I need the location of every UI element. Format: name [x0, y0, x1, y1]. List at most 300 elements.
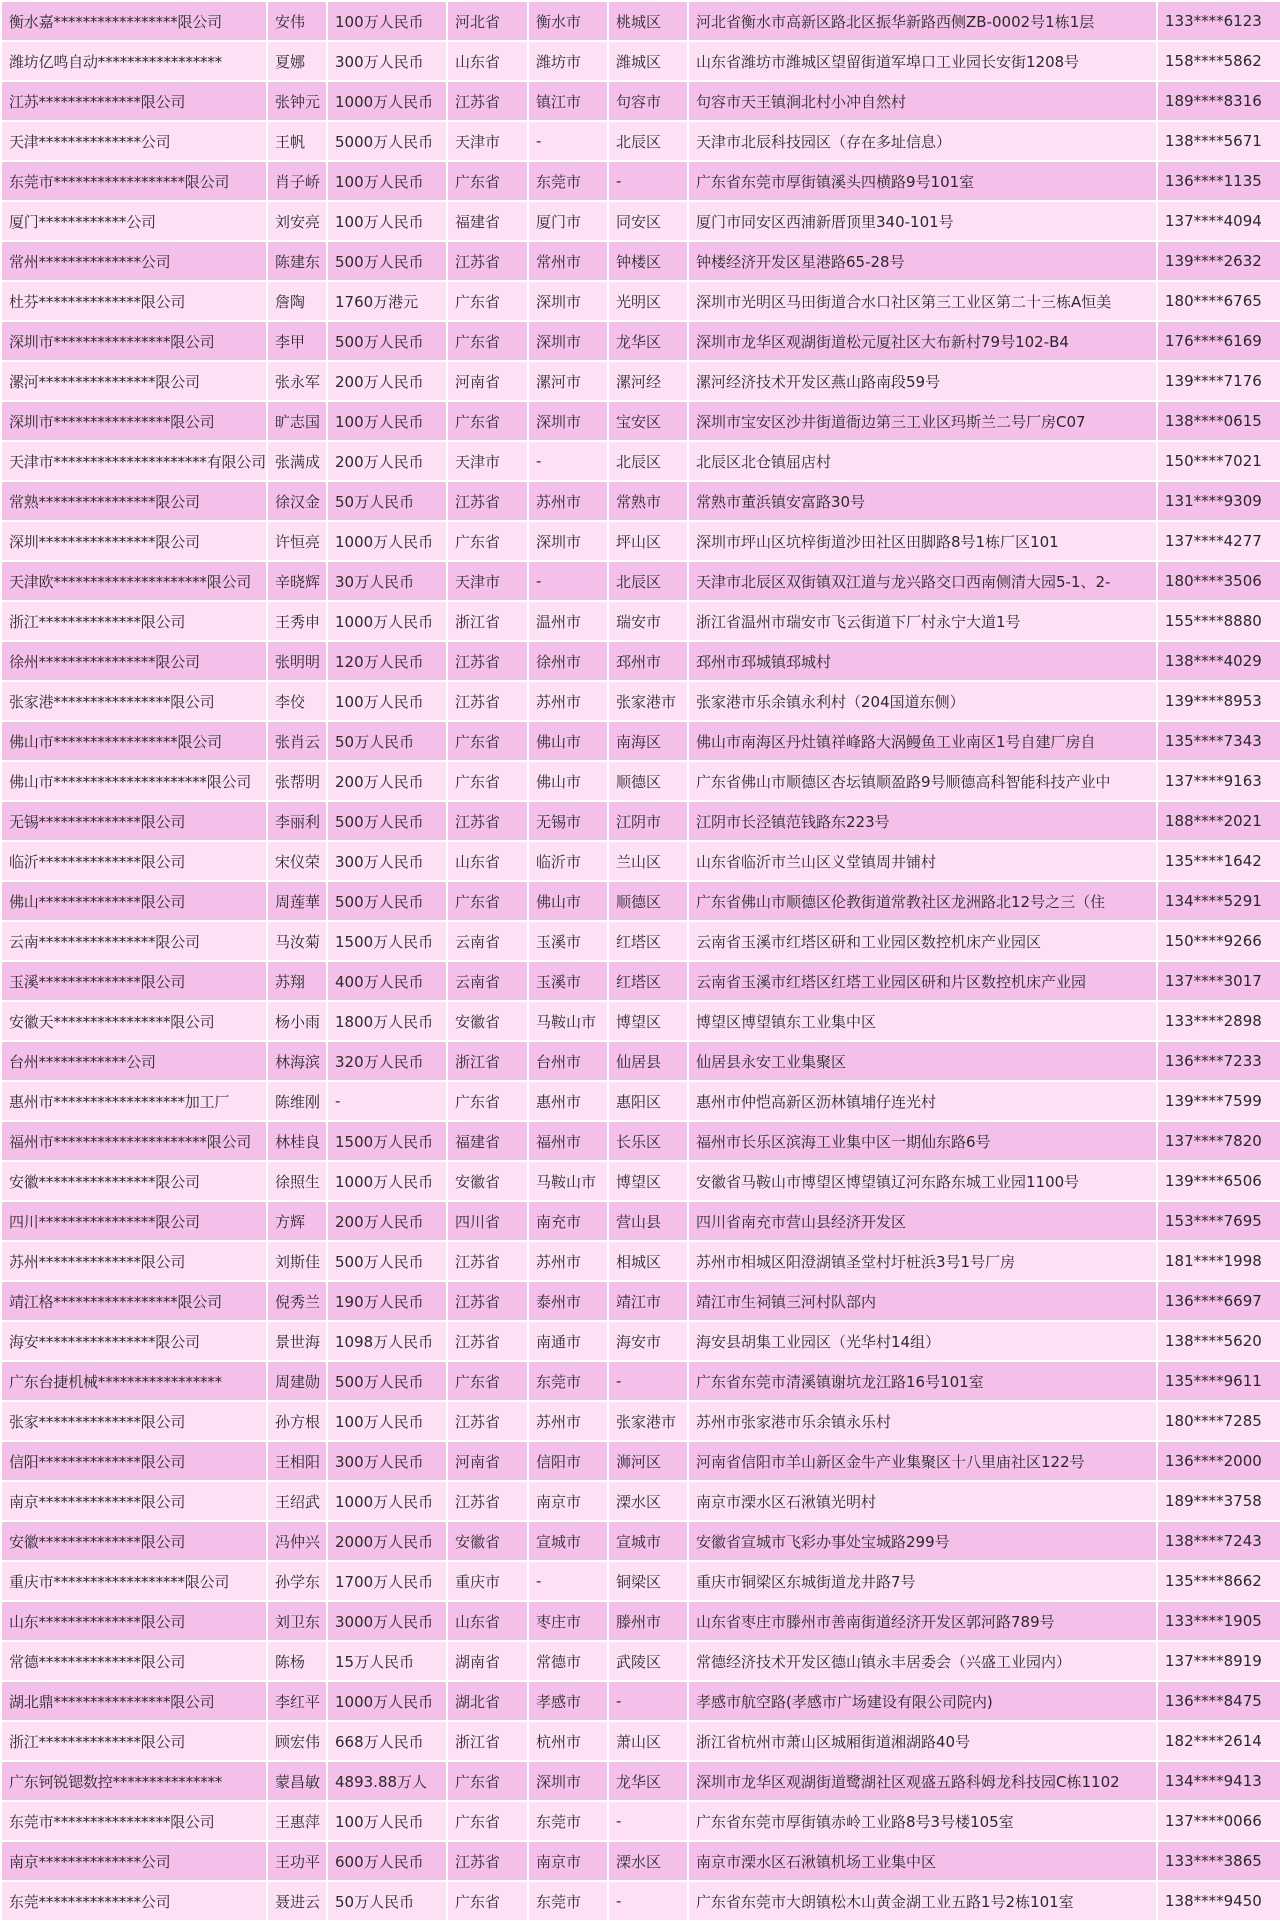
address-cell: 云南省玉溪市红塔区研和工业园区数控机床产业园区 — [689, 922, 1156, 960]
capital-cell: 200万人民币 — [328, 442, 446, 480]
city-cell: 南京市 — [529, 1482, 607, 1520]
city-cell: 宣城市 — [529, 1522, 607, 1560]
district-cell: - — [609, 1882, 687, 1920]
capital-cell: 100万人民币 — [328, 2, 446, 40]
contact-cell: 王秀申 — [268, 602, 326, 640]
city-cell: 苏州市 — [529, 1402, 607, 1440]
company-cell: 东莞**************公司 — [2, 1882, 266, 1920]
table-row — [2, 922, 1280, 960]
capital-cell: 1000万人民币 — [328, 1482, 446, 1520]
province-cell: 浙江省 — [448, 1042, 527, 1080]
address-cell: 厦门市同安区西浦新厝顶里340-101号 — [689, 202, 1156, 240]
contact-cell: 聂进云 — [268, 1882, 326, 1920]
phone-cell: 137****4277 — [1158, 522, 1280, 560]
province-cell: 河南省 — [448, 362, 527, 400]
phone-cell: 136****2000 — [1158, 1442, 1280, 1480]
table-row — [2, 402, 1280, 440]
phone-cell: 139****2632 — [1158, 242, 1280, 280]
city-cell: 漯河市 — [529, 362, 607, 400]
company-cell: 浙江**************限公司 — [2, 1722, 266, 1760]
phone-cell: 138****4029 — [1158, 642, 1280, 680]
capital-cell: 400万人民币 — [328, 962, 446, 1000]
district-cell: 瑞安市 — [609, 602, 687, 640]
address-cell: 浙江省杭州市萧山区城厢街道湘湖路40号 — [689, 1722, 1156, 1760]
capital-cell: 300万人民币 — [328, 42, 446, 80]
company-cell: 佛山市*********************限公司 — [2, 762, 266, 800]
company-cell: 安徽天****************限公司 — [2, 1002, 266, 1040]
contact-cell: 李甲 — [268, 322, 326, 360]
city-cell: 深圳市 — [529, 522, 607, 560]
province-cell: 广东省 — [448, 1882, 527, 1920]
company-cell: 台州************公司 — [2, 1042, 266, 1080]
province-cell: 江苏省 — [448, 682, 527, 720]
contact-cell: 周建勋 — [268, 1362, 326, 1400]
city-cell: 杭州市 — [529, 1722, 607, 1760]
city-cell: - — [529, 122, 607, 160]
province-cell: 广东省 — [448, 1362, 527, 1400]
province-cell: 广东省 — [448, 722, 527, 760]
district-cell: - — [609, 162, 687, 200]
table-row — [2, 1202, 1280, 1240]
city-cell: 东莞市 — [529, 1362, 607, 1400]
province-cell: 山东省 — [448, 42, 527, 80]
city-cell: 深圳市 — [529, 402, 607, 440]
province-cell: 江苏省 — [448, 1282, 527, 1320]
contact-cell: 詹陶 — [268, 282, 326, 320]
district-cell: 宝安区 — [609, 402, 687, 440]
city-cell: 马鞍山市 — [529, 1162, 607, 1200]
capital-cell: 1000万人民币 — [328, 1682, 446, 1720]
table-row — [2, 122, 1280, 160]
district-cell: 博望区 — [609, 1162, 687, 1200]
district-cell: 长乐区 — [609, 1122, 687, 1160]
district-cell: 龙华区 — [609, 1762, 687, 1800]
province-cell: 云南省 — [448, 962, 527, 1000]
company-cell: 玉溪**************限公司 — [2, 962, 266, 1000]
capital-cell: 1700万人民币 — [328, 1562, 446, 1600]
phone-cell: 150****7021 — [1158, 442, 1280, 480]
capital-cell: 30万人民币 — [328, 562, 446, 600]
district-cell: 营山县 — [609, 1202, 687, 1240]
capital-cell: - — [328, 1082, 446, 1120]
province-cell: 湖南省 — [448, 1642, 527, 1680]
district-cell: 光明区 — [609, 282, 687, 320]
district-cell: 江阴市 — [609, 802, 687, 840]
address-cell: 广东省东莞市厚街镇溪头四横路9号101室 — [689, 162, 1156, 200]
province-cell: 云南省 — [448, 922, 527, 960]
contact-cell: 周莲華 — [268, 882, 326, 920]
capital-cell: 100万人民币 — [328, 1802, 446, 1840]
phone-cell: 138****5671 — [1158, 122, 1280, 160]
capital-cell: 500万人民币 — [328, 242, 446, 280]
city-cell: 苏州市 — [529, 482, 607, 520]
table-row — [2, 1562, 1280, 1600]
province-cell: 江苏省 — [448, 482, 527, 520]
province-cell: 广东省 — [448, 282, 527, 320]
capital-cell: 5000万人民币 — [328, 122, 446, 160]
capital-cell: 320万人民币 — [328, 1042, 446, 1080]
capital-cell: 1800万人民币 — [328, 1002, 446, 1040]
contact-cell: 王相阳 — [268, 1442, 326, 1480]
district-cell: 滕州市 — [609, 1602, 687, 1640]
table-row — [2, 1082, 1280, 1120]
table-row — [2, 722, 1280, 760]
contact-cell: 陈维刚 — [268, 1082, 326, 1120]
city-cell: 苏州市 — [529, 682, 607, 720]
table-row — [2, 242, 1280, 280]
company-cell: 潍坊亿鸣自动***************** — [2, 42, 266, 80]
company-cell: 湖北鼎****************限公司 — [2, 1682, 266, 1720]
phone-cell: 133****3865 — [1158, 1842, 1280, 1880]
capital-cell: 100万人民币 — [328, 202, 446, 240]
contact-cell: 张钟元 — [268, 82, 326, 120]
province-cell: 山东省 — [448, 842, 527, 880]
address-cell: 河南省信阳市羊山新区金牛产业集聚区十八里庙社区122号 — [689, 1442, 1156, 1480]
phone-cell: 189****3758 — [1158, 1482, 1280, 1520]
contact-cell: 杨小雨 — [268, 1002, 326, 1040]
company-cell: 临沂**************限公司 — [2, 842, 266, 880]
city-cell: 佛山市 — [529, 722, 607, 760]
province-cell: 江苏省 — [448, 1402, 527, 1440]
contact-cell: 王绍武 — [268, 1482, 326, 1520]
address-cell: 深圳市宝安区沙井街道衙边第三工业区玛斯兰二号厂房C07 — [689, 402, 1156, 440]
district-cell: 同安区 — [609, 202, 687, 240]
city-cell: 温州市 — [529, 602, 607, 640]
address-cell: 苏州市相城区阳澄湖镇圣堂村圩桩浜3号1号厂房 — [689, 1242, 1156, 1280]
city-cell: 玉溪市 — [529, 962, 607, 1000]
table-row — [2, 1442, 1280, 1480]
phone-cell: 135****9611 — [1158, 1362, 1280, 1400]
address-cell: 广东省东莞市大朗镇松木山黄金湖工业五路1号2栋101室 — [689, 1882, 1156, 1920]
company-cell: 安徽****************限公司 — [2, 1162, 266, 1200]
province-cell: 重庆市 — [448, 1562, 527, 1600]
table-row — [2, 682, 1280, 720]
company-cell: 深圳****************限公司 — [2, 522, 266, 560]
province-cell: 江苏省 — [448, 82, 527, 120]
city-cell: 常州市 — [529, 242, 607, 280]
phone-cell: 137****8919 — [1158, 1642, 1280, 1680]
contact-cell: 顾宏伟 — [268, 1722, 326, 1760]
capital-cell: 100万人民币 — [328, 1402, 446, 1440]
capital-cell: 500万人民币 — [328, 882, 446, 920]
address-cell: 钟楼经济开发区星港路65-28号 — [689, 242, 1156, 280]
company-cell: 天津欧*********************限公司 — [2, 562, 266, 600]
city-cell: 泰州市 — [529, 1282, 607, 1320]
phone-cell: 133****6123 — [1158, 2, 1280, 40]
company-cell: 浙江**************限公司 — [2, 602, 266, 640]
company-cell: 常德**************限公司 — [2, 1642, 266, 1680]
city-cell: 常德市 — [529, 1642, 607, 1680]
city-cell: 临沂市 — [529, 842, 607, 880]
city-cell: 南通市 — [529, 1322, 607, 1360]
district-cell: 邳州市 — [609, 642, 687, 680]
table-row — [2, 1042, 1280, 1080]
address-cell: 博望区博望镇东工业集中区 — [689, 1002, 1156, 1040]
company-cell: 福州市*********************限公司 — [2, 1122, 266, 1160]
province-cell: 广东省 — [448, 402, 527, 440]
province-cell: 浙江省 — [448, 1722, 527, 1760]
phone-cell: 180****7285 — [1158, 1402, 1280, 1440]
capital-cell: 600万人民币 — [328, 1842, 446, 1880]
address-cell: 重庆市铜梁区东城街道龙井路7号 — [689, 1562, 1156, 1600]
city-cell: 东莞市 — [529, 1802, 607, 1840]
address-cell: 深圳市光明区马田街道合水口社区第三工业区第二十三栋A恒美 — [689, 282, 1156, 320]
phone-cell: 137****4094 — [1158, 202, 1280, 240]
district-cell: 红塔区 — [609, 922, 687, 960]
capital-cell: 200万人民币 — [328, 362, 446, 400]
table-row — [2, 1682, 1280, 1720]
district-cell: 南海区 — [609, 722, 687, 760]
district-cell: - — [609, 1802, 687, 1840]
phone-cell: 136****7233 — [1158, 1042, 1280, 1080]
company-cell: 徐州****************限公司 — [2, 642, 266, 680]
company-cell: 漯河****************限公司 — [2, 362, 266, 400]
capital-cell: 2000万人民币 — [328, 1522, 446, 1560]
phone-cell: 138****5620 — [1158, 1322, 1280, 1360]
contact-cell: 夏娜 — [268, 42, 326, 80]
address-cell: 安徽省马鞍山市博望区博望镇辽河东路东城工业园1100号 — [689, 1162, 1156, 1200]
phone-cell: 131****9309 — [1158, 482, 1280, 520]
address-cell: 常熟市董浜镇安富路30号 — [689, 482, 1156, 520]
address-cell: 安徽省宣城市飞彩办事处宝城路299号 — [689, 1522, 1156, 1560]
capital-cell: 50万人民币 — [328, 482, 446, 520]
city-cell: 衡水市 — [529, 2, 607, 40]
capital-cell: 4893.88万人 — [328, 1762, 446, 1800]
table-row — [2, 762, 1280, 800]
address-cell: 河北省衡水市高新区路北区振华新路西侧ZB-0002号1栋1层 — [689, 2, 1156, 40]
address-cell: 四川省南充市营山县经济开发区 — [689, 1202, 1156, 1240]
district-cell: 惠阳区 — [609, 1082, 687, 1120]
province-cell: 广东省 — [448, 1762, 527, 1800]
province-cell: 广东省 — [448, 1082, 527, 1120]
address-cell: 靖江市生祠镇三河村队部内 — [689, 1282, 1156, 1320]
capital-cell: 500万人民币 — [328, 1242, 446, 1280]
district-cell: 句容市 — [609, 82, 687, 120]
province-cell: 四川省 — [448, 1202, 527, 1240]
address-cell: 广东省东莞市厚街镇赤岭工业路8号3号楼105室 — [689, 1802, 1156, 1840]
address-cell: 南京市溧水区石湫镇光明村 — [689, 1482, 1156, 1520]
district-cell: 武陵区 — [609, 1642, 687, 1680]
address-cell: 漯河经济技术开发区燕山路南段59号 — [689, 362, 1156, 400]
address-cell: 海安县胡集工业园区（光华村14组） — [689, 1322, 1156, 1360]
capital-cell: 190万人民币 — [328, 1282, 446, 1320]
contact-cell: 王功平 — [268, 1842, 326, 1880]
company-cell: 常州**************公司 — [2, 242, 266, 280]
capital-cell: 15万人民币 — [328, 1642, 446, 1680]
district-cell: 萧山区 — [609, 1722, 687, 1760]
table-row — [2, 322, 1280, 360]
phone-cell: 180****3506 — [1158, 562, 1280, 600]
contact-cell: 张永军 — [268, 362, 326, 400]
company-cell: 衡水嘉*****************限公司 — [2, 2, 266, 40]
city-cell: 南京市 — [529, 1842, 607, 1880]
contact-cell: 倪秀兰 — [268, 1282, 326, 1320]
contact-cell: 苏翔 — [268, 962, 326, 1000]
contact-cell: 景世海 — [268, 1322, 326, 1360]
address-cell: 广东省东莞市清溪镇谢坑龙江路16号101室 — [689, 1362, 1156, 1400]
phone-cell: 189****8316 — [1158, 82, 1280, 120]
district-cell: 常熟市 — [609, 482, 687, 520]
address-cell: 深圳市龙华区观湖街道鹭湖社区观盛五路科姆龙科技园C栋1102 — [689, 1762, 1156, 1800]
company-cell: 惠州市******************加工厂 — [2, 1082, 266, 1120]
city-cell: 南充市 — [529, 1202, 607, 1240]
province-cell: 安徽省 — [448, 1522, 527, 1560]
table-row — [2, 1242, 1280, 1280]
district-cell: - — [609, 1362, 687, 1400]
phone-cell: 135****8662 — [1158, 1562, 1280, 1600]
address-cell: 山东省临沂市兰山区义堂镇周井铺村 — [689, 842, 1156, 880]
district-cell: 潍城区 — [609, 42, 687, 80]
contact-cell: 辛晓辉 — [268, 562, 326, 600]
table-row — [2, 1162, 1280, 1200]
province-cell: 广东省 — [448, 762, 527, 800]
city-cell: 马鞍山市 — [529, 1002, 607, 1040]
contact-cell: 张帮明 — [268, 762, 326, 800]
province-cell: 安徽省 — [448, 1002, 527, 1040]
phone-cell: 133****1905 — [1158, 1602, 1280, 1640]
contact-cell: 刘安亮 — [268, 202, 326, 240]
district-cell: 溧水区 — [609, 1482, 687, 1520]
province-cell: 江苏省 — [448, 242, 527, 280]
address-cell: 北辰区北仓镇屈店村 — [689, 442, 1156, 480]
capital-cell: 120万人民币 — [328, 642, 446, 680]
table-row — [2, 522, 1280, 560]
table-row — [2, 802, 1280, 840]
table-body — [2, 2, 1280, 1920]
phone-cell: 135****7343 — [1158, 722, 1280, 760]
table-row — [2, 1522, 1280, 1560]
table-row — [2, 842, 1280, 880]
capital-cell: 1500万人民币 — [328, 922, 446, 960]
company-cell: 重庆市******************限公司 — [2, 1562, 266, 1600]
capital-cell: 1000万人民币 — [328, 82, 446, 120]
district-cell: 顺德区 — [609, 762, 687, 800]
table-row — [2, 42, 1280, 80]
address-cell: 张家港市乐余镇永利村（204国道东侧） — [689, 682, 1156, 720]
city-cell: 惠州市 — [529, 1082, 607, 1120]
company-cell: 靖江格*****************限公司 — [2, 1282, 266, 1320]
capital-cell: 1000万人民币 — [328, 522, 446, 560]
city-cell: 潍坊市 — [529, 42, 607, 80]
contact-cell: 陈建东 — [268, 242, 326, 280]
table-row — [2, 282, 1280, 320]
table-row — [2, 2, 1280, 40]
address-cell: 惠州市仲恺高新区沥林镇埔仔连光村 — [689, 1082, 1156, 1120]
phone-cell: 138****0615 — [1158, 402, 1280, 440]
company-cell: 佛山市*****************限公司 — [2, 722, 266, 760]
contact-cell: 肖子峤 — [268, 162, 326, 200]
city-cell: 东莞市 — [529, 1882, 607, 1920]
address-cell: 广东省佛山市顺德区伦教街道常教社区龙洲路北12号之三（住 — [689, 882, 1156, 920]
company-cell: 东莞市******************限公司 — [2, 162, 266, 200]
district-cell: 红塔区 — [609, 962, 687, 1000]
address-cell: 孝感市航空路(孝感市广场建设有限公司院内) — [689, 1682, 1156, 1720]
contact-cell: 林桂良 — [268, 1122, 326, 1160]
table-row — [2, 482, 1280, 520]
city-cell: 徐州市 — [529, 642, 607, 680]
district-cell: 海安市 — [609, 1322, 687, 1360]
company-cell: 江苏**************限公司 — [2, 82, 266, 120]
company-cell: 深圳市****************限公司 — [2, 402, 266, 440]
district-cell: 博望区 — [609, 1002, 687, 1040]
city-cell: 福州市 — [529, 1122, 607, 1160]
contact-cell: 方辉 — [268, 1202, 326, 1240]
contact-cell: 孙学东 — [268, 1562, 326, 1600]
phone-cell: 182****2614 — [1158, 1722, 1280, 1760]
contact-cell: 孙方根 — [268, 1402, 326, 1440]
district-cell: - — [609, 1682, 687, 1720]
company-cell: 天津**************公司 — [2, 122, 266, 160]
capital-cell: 668万人民币 — [328, 1722, 446, 1760]
address-cell: 深圳市坪山区坑梓街道沙田社区田脚路8号1栋厂区101 — [689, 522, 1156, 560]
address-cell: 山东省潍坊市潍城区望留街道军埠口工业园长安街1208号 — [689, 42, 1156, 80]
phone-cell: 150****9266 — [1158, 922, 1280, 960]
table-row — [2, 562, 1280, 600]
phone-cell: 137****9163 — [1158, 762, 1280, 800]
province-cell: 广东省 — [448, 882, 527, 920]
table-row — [2, 602, 1280, 640]
address-cell: 深圳市龙华区观湖街道松元厦社区大布新村79号102-B4 — [689, 322, 1156, 360]
capital-cell: 500万人民币 — [328, 322, 446, 360]
city-cell: 深圳市 — [529, 282, 607, 320]
contact-cell: 冯仲兴 — [268, 1522, 326, 1560]
phone-cell: 139****7599 — [1158, 1082, 1280, 1120]
company-cell: 苏州**************限公司 — [2, 1242, 266, 1280]
company-cell: 四川****************限公司 — [2, 1202, 266, 1240]
contact-cell: 陈杨 — [268, 1642, 326, 1680]
company-cell: 广东台捷机械***************** — [2, 1362, 266, 1400]
address-cell: 南京市溧水区石湫镇机场工业集中区 — [689, 1842, 1156, 1880]
phone-cell: 138****9450 — [1158, 1882, 1280, 1920]
address-cell: 福州市长乐区滨海工业集中区一期仙东路6号 — [689, 1122, 1156, 1160]
address-cell: 常德经济技术开发区德山镇永丰居委会（兴盛工业园内） — [689, 1642, 1156, 1680]
province-cell: 广东省 — [448, 522, 527, 560]
phone-cell: 188****2021 — [1158, 802, 1280, 840]
district-cell: 坪山区 — [609, 522, 687, 560]
city-cell: 深圳市 — [529, 322, 607, 360]
contact-cell: 李丽利 — [268, 802, 326, 840]
province-cell: 江苏省 — [448, 1242, 527, 1280]
table-row — [2, 202, 1280, 240]
province-cell: 广东省 — [448, 162, 527, 200]
company-cell: 东莞市****************限公司 — [2, 1802, 266, 1840]
city-cell: 孝感市 — [529, 1682, 607, 1720]
contact-cell: 张满成 — [268, 442, 326, 480]
address-cell: 邳州市邳城镇邳城村 — [689, 642, 1156, 680]
table-row — [2, 82, 1280, 120]
district-cell: 浉河区 — [609, 1442, 687, 1480]
city-cell: 台州市 — [529, 1042, 607, 1080]
company-cell: 广东钶锐锶数控*************** — [2, 1762, 266, 1800]
contact-cell: 刘斯佳 — [268, 1242, 326, 1280]
capital-cell: 3000万人民币 — [328, 1602, 446, 1640]
table-row — [2, 1602, 1280, 1640]
district-cell: 顺德区 — [609, 882, 687, 920]
company-cell: 海安****************限公司 — [2, 1322, 266, 1360]
phone-cell: 153****7695 — [1158, 1202, 1280, 1240]
table-row — [2, 1322, 1280, 1360]
table-row — [2, 882, 1280, 920]
contact-cell: 刘卫东 — [268, 1602, 326, 1640]
phone-cell: 180****6765 — [1158, 282, 1280, 320]
district-cell: 桃城区 — [609, 2, 687, 40]
capital-cell: 50万人民币 — [328, 1882, 446, 1920]
table-row — [2, 1362, 1280, 1400]
phone-cell: 137****0066 — [1158, 1802, 1280, 1840]
city-cell: 厦门市 — [529, 202, 607, 240]
province-cell: 江苏省 — [448, 802, 527, 840]
district-cell: 相城区 — [609, 1242, 687, 1280]
